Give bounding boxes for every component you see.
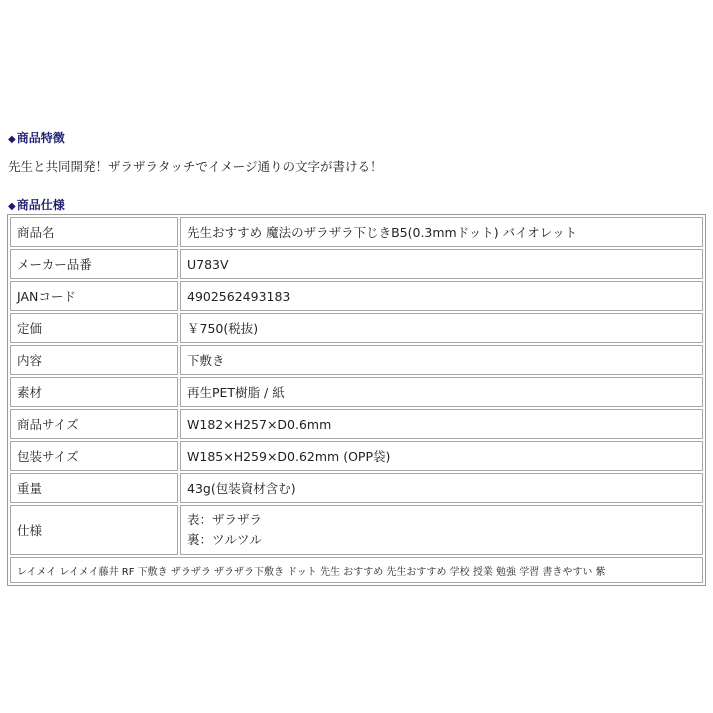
spec-label: 包装サイズ [10,441,178,471]
spec-label: 内容 [10,345,178,375]
spec-value: 43g(包装資材含む) [180,473,703,503]
spec-back-text: 裏：ツルツル [187,532,263,547]
table-row [10,281,703,311]
table-row [10,505,703,555]
spec-value: 4902562493183 [180,281,703,311]
table-row [10,313,703,343]
features-heading [8,129,65,146]
spec-value: W185×H259×D0.62mm (OPP袋) [180,441,703,471]
spec-value [180,505,703,555]
features-description: 先生と共同開発！ザラザラタッチでイメージ通りの文字が書ける！ [8,159,383,174]
spec-value: U783V [180,249,703,279]
features-heading-text: 商品特徴 [16,131,65,145]
spec-value: W182×H257×D0.6mm [180,409,703,439]
table-row [10,557,703,583]
keywords-cell: レイメイ レイメイ藤井 RF 下敷き ザラザラ ザラザラ下敷き ドット 先生 おすすめ 先生おすすめ 学校 授業 勉強 学習 書きやすい 紫 [10,557,703,583]
spec-label: JANコード [10,281,178,311]
spec-value: ￥750(税抜) [180,313,703,343]
spec-label: 定価 [10,313,178,343]
spec-label: 重量 [10,473,178,503]
spec-value: 再生PET樹脂 / 紙 [180,377,703,407]
table-row [10,377,703,407]
spec-front-text: 表：ザラザラ [187,512,263,527]
table-row [10,345,703,375]
spec-label: 商品名 [10,217,178,247]
spec-value: 先生おすすめ 魔法のザラザラ下じきB5(0.3mmドット) バイオレット [180,217,703,247]
spec-table [7,214,706,586]
spec-value: 下敷き [180,345,703,375]
spec-heading [8,196,65,213]
spec-label: 商品サイズ [10,409,178,439]
table-row [10,441,703,471]
table-row [10,249,703,279]
spec-label: 素材 [10,377,178,407]
diamond-icon: ◆ [8,201,16,212]
diamond-icon: ◆ [8,134,16,145]
spec-label: 仕様 [10,505,178,555]
spec-heading-text: 商品仕様 [16,198,65,212]
table-row [10,473,703,503]
table-row [10,409,703,439]
table-row [10,217,703,247]
spec-label: メーカー品番 [10,249,178,279]
